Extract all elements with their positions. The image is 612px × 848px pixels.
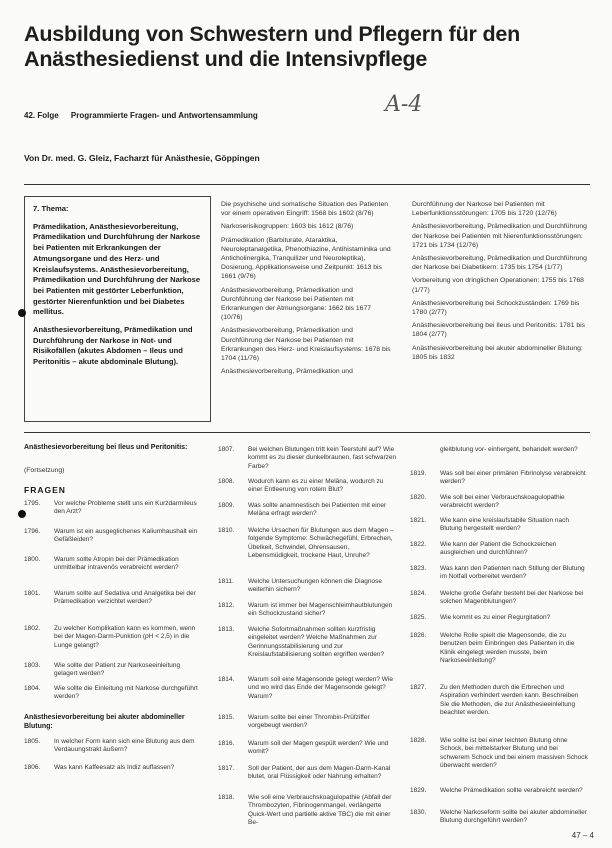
question-number: 1827. [410,684,427,691]
question-item [410,614,590,626]
question-text: Welche Untersuchungen können die Diagnose weiterhin sichern? [248,578,382,594]
question-text: Warum sollte bei einer Thrombin-Prüfziffer vorgebeugt werden? [248,714,370,730]
question-text: Wie kann eine kreislaufstabile Situation nach Blutung hergestellt werden? [440,517,569,533]
question-number: 1826. [410,632,427,639]
question-text: Warum soll eine Magensonde gelegt werden? Wie und wo wird das Ende der Magensonde gelegt? Warum? [248,676,394,700]
index-entry: Vorbereitung von dringlichen Operationen: 1755 bis 1768 (1/77) [412,277,584,294]
question-item [218,765,403,791]
question-number: 1822. [410,541,427,548]
question-text: Was sollte anamnestisch bei Patienten mit einer Meläna erfragt werden? [248,502,387,518]
question-text: Was kann den Patienten nach Stillung der Blutung im Notfall vorbereitet werden? [440,565,585,581]
index-entry: Anästhesievorbereitung bei Ileus und Peritonitis: 1781 bis 1804 (2/77) [412,322,586,339]
index-entry: Anästhesievorbereitung, Prämedikation und [221,368,353,376]
question-item [410,737,590,781]
question-text: Wie soll bei einer Verbrauchskoagulopathie verabreicht werden? [440,494,565,510]
question-text: Bei welchen Blutungen tritt kein Teerstuhl auf? Wie kommt es zu dieser dunkelbraunen, fast schwarzen Farbe? [248,446,397,470]
question-item [410,632,590,676]
question-item [24,738,204,762]
question-text: Was soll bei einer primären Fibrinolyse verabreicht werden? [440,470,586,486]
question-number: 1819. [410,470,427,477]
question-item [24,625,204,659]
question-text: In welcher Form kann sich eine Blutung aus dem Verdauungstrakt äußern? [54,738,195,754]
question-number: 1801. [24,590,41,597]
page-number: 47 – 4 [571,831,594,840]
index-entry: Anästhesievorbereitung, Prämedikation und Durchführung der Narkose bei Diabetikern: 1735 bis 1754 (1/77) [412,255,587,272]
question-number: 1811. [218,578,234,585]
question-number: 1804. [24,685,41,692]
question-text: Zu welcher Komplikation kann es kommen, wenn bei der Magen-Darm-Punktion (pH < 2,5) in die Lunge gelangt? [54,625,196,649]
question-item [218,740,403,760]
question-item [218,446,403,474]
handwritten-note: A-4 [385,92,423,117]
question-text: Welche Narkoseform sollte bei akuter abdomineller Blutung durchgeführt werden? [440,809,587,825]
question-text: Vor welche Probleme stellt uns ein Kurzdarmileus den Arzt? [54,500,197,516]
question-item [218,676,403,710]
series-number: 42. Folge [24,111,59,120]
question-text: Warum soll der Magen gespült werden? Wie und womit? [248,740,389,756]
section-heading-blutung: Anästhesievorbereitung bei akuter abdomineller Blutung: [24,714,185,730]
question-number: 1818. [218,794,235,801]
question-item [218,578,403,598]
question-text: Welche große Gefahr besteht bei der Narkose bei solchen Magenblutungen? [440,590,584,606]
topic-paragraph-2: Anästhesievorbereitung, Prämedikation und Durchführung der Narkose in Not- und Risikofällen (akutes Abdomen – Ileus und Peritonitis – akute abdominale Blutung). [33,325,193,367]
question-number: 1814. [218,676,235,683]
question-number: 1807. [218,446,235,453]
article-title [24,22,594,72]
question-text: Soll der Patient, der aus dem Magen-Darm-Kanal blutet, oral Flüssigkeit oder Nahrung erhalten? [248,765,391,781]
question-item [410,470,590,490]
question-number: 1810. [218,527,235,534]
divider-middle [24,432,590,433]
divider-top [24,184,590,185]
question-number: 1823. [410,565,427,572]
title-line-2: Anästhesiedienst und die Intensivpflege [24,47,428,71]
question-item [218,502,403,522]
question-number: 1821. [410,517,427,524]
question-number: 1812. [218,602,235,609]
question-item [410,565,590,589]
question-item [24,685,204,705]
question-item [410,787,590,807]
author-byline: Von Dr. med. G. Gleiz, Facharzt für Anästhesie, Göppingen [24,153,260,163]
question-number: 1803. [24,662,41,669]
question-item [24,662,204,682]
series-line [24,111,268,120]
topic-content [33,204,203,375]
question-item [410,446,590,466]
question-number: 1817. [218,765,235,772]
question-item [24,590,204,622]
question-item [24,764,204,784]
question-number: 1830. [410,809,427,816]
question-item [410,494,590,514]
question-text: Wie sollte die Einleitung mit Narkose durchgeführt werden? [54,685,198,701]
question-number: 1809. [218,502,235,509]
question-number: 1806. [24,764,41,771]
question-number: 1829. [410,787,427,794]
question-number: 1828. [410,737,427,744]
question-item [24,556,204,588]
question-text: Warum sollte auf Sedativa und Analgetika bei der Prämedikation verzichtet werden? [54,590,196,606]
question-item [218,626,403,670]
topic-heading: 7. Thema: [33,204,69,213]
question-text: Wie kann der Patient die Schockzeichen ausgleichen und durchführen? [440,541,557,557]
question-text: Welche Prämedikation sollte verabreicht werden? [440,787,583,794]
question-number: 1808. [218,478,235,485]
index-entry: Narkoserisikogruppen: 1603 bis 1612 (8/76) [221,223,354,231]
index-column-right [412,200,587,366]
question-number: 1824. [410,590,427,597]
question-text: gleitblutung vor- einhergeht, behandelt werden? [440,446,578,453]
index-entry: Anästhesievorbereitung, Prämedikation und Durchführung der Narkose bei Patienten mit Erkrankungen des Herz- und Kreislaufsystems: 1678 bis 1704 (11/76) [221,327,391,363]
question-number: 1802. [24,625,41,632]
question-item [218,794,403,830]
question-item [218,527,403,571]
question-number: 1813. [218,626,235,633]
question-number: 1815. [218,714,235,721]
index-column-middle [221,200,391,380]
question-item [218,478,403,498]
question-item [218,602,403,622]
question-text: Welche Ursachen für Blutungen aus dem Magen – folgende Symptome: Schwächegefühl, Erbrechen, Übelkeit, Schwindel, Ohrensausen, Lebensmüdigkeit, trockene Haut, Unruhe? [248,527,394,560]
question-item [24,500,204,528]
question-item [410,517,590,537]
index-entry: Durchführung der Narkose bei Patienten mit Leberfunktionsstörungen: 1705 bis 1720 (12/76) [412,201,557,218]
question-number: 1816. [218,740,235,747]
title-line-1: Ausbildung von Schwestern und Pflegern für den [24,22,521,46]
question-item [410,541,590,561]
question-text: Warum ist immer bei Magenschleimhautblutungen ein Schockzustand sicher? [248,602,393,618]
question-text: Wie sollte der Patient zur Narkoseeinleitung gelagert werden? [54,662,181,678]
question-number: 1800. [24,556,41,563]
question-text: Warum ist ein ausgeglichenes Kaliumhaushalt ein Gefäßleiden? [54,528,198,544]
question-text: Was kann Kaffeesatz als Indiz auffassen? [54,764,175,771]
question-number: 1825. [410,614,427,621]
index-entry: Prämedikation (Barbiturate, Ataraktika, Neuroleptanalgetika, Phenothiazine, Antihistaminika und Anticholinergika, Tranquilizer und Neuroleptika), Dosierung, Applikationsweise und Zeitpunkt: 1613 bis 1661 (9/76) [221,236,391,281]
question-text: Welche Rolle spielt die Magensonde, die zu benutzen beim Einbringen des Patienten in die Klinik eingelegt werden musste, beim Narkoseeinleitung? [440,632,575,665]
question-number: 1795. [24,500,41,507]
topic-paragraph-1: Prämedikation, Anästhesievorbereitung, Prämedikation und Durchführung der Narkose bei Patienten mit Erkrankungen der Atmungsorgane und des Herz- und Kreislaufsystems. Anästhesievorbereitung, Prämedikation und Durchführung der Narkose bei Patienten mit gestörter Leberfunktion, gestörter Nierenfunktion und bei Diabetes mellitus. [33,221,201,317]
questions-heading: FRAGEN [24,485,66,495]
question-text: Warum sollte Atropin bei der Prämedikation unmittelbar intravenös verabreicht werden? [54,556,179,572]
series-text: Programmierte Fragen- und Antwortensammlung [70,111,258,120]
question-text: Wie soll eine Verbrauchskoagulopathie (Abfall der Thrombozyten, Fibrinogenmangel, verlängerte Quick-Wert und partielle aktive TBC) die mit einer Be- [248,794,392,827]
index-entry: Anästhesievorbereitung, Prämedikation und Durchführung der Narkose bei Patienten mit Erkrankungen der Atmungsorgane: 1662 bis 1677 (10/76) [221,286,372,322]
index-entry: Anästhesievorbereitung bei akuter abdomineller Blutung: 1805 bis 1832 [412,344,583,361]
question-text: Wie sollte ist bei einer leichten Blutung ohne Schock, bei mittelstarker Blutung und bei schwerem Schock und bei einem massiven Schock überwacht werden? [440,737,588,770]
continuation-note: (Fortsetzung) [24,467,65,474]
question-item [410,590,590,610]
question-number: 1796. [24,528,41,535]
question-number: 1805. [24,738,41,745]
punch-hole [18,309,26,317]
index-entry: Anästhesievorbereitung bei Schockzuständen: 1769 bis 1780 (2/77) [412,299,580,317]
question-item [410,684,590,728]
index-entry: Die psychische und somatische Situation des Patienten vor einem operativen Eingriff: 1568 bis 1602 (8/76) [221,201,388,218]
question-item [410,809,590,835]
question-text: Wodurch kann es zu einer Meläna, wodurch zu einer Entleerung von rotem Blut? [248,478,384,494]
section-heading-ileus: Anästhesievorbereitung bei Ileus und Peritonitis: [24,444,188,451]
question-item [24,528,204,556]
question-text: Wie kommt es zu einer Regurgitation? [440,614,551,621]
question-number: 1820. [410,494,427,501]
question-text: Welche Sofortmaßnahmen sollten kurzfristig eingeleitet werden? Welche Maßnahmen zur Gerinnungsstabilisierung und zur Kreislaufstabilisierung sollten ergriffen werden? [248,626,385,659]
index-entry: Anästhesievorbereitung, Prämedikation und Durchführung der Narkose bei Patienten mit Nierenfunktionsstörungen: 1721 bis 1734 (12/76) [412,223,587,249]
question-text: Zu den Methoden durch die Erbrechen und Aspiration verhindert werden kann. Beschreiben Sie die Methoden, die zur Anästhesieeinleitung beachtet werden. [440,684,579,717]
question-item [218,714,403,734]
